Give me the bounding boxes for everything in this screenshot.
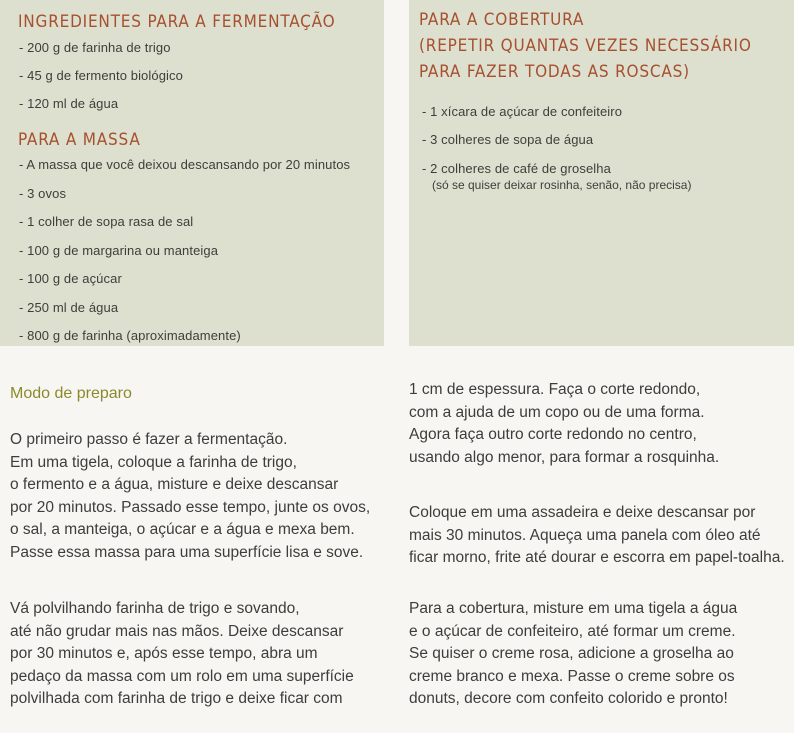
ingredients-box-left [0, 0, 384, 346]
ingredients-box-right [409, 0, 794, 346]
text-line: polvilhada com farinha de trigo e deixe ficar com [10, 690, 343, 707]
text-line: o fermento e a água, misture e deixe descansar [10, 476, 339, 493]
dough-item: - 100 g de açúcar [19, 271, 122, 286]
method-left-paragraph-2 [10, 598, 354, 711]
heading-dough: PARA A MASSA [18, 130, 141, 150]
text-line: donuts, decore com confeito colorido e pronto! [409, 690, 728, 707]
heading-topping-line-1: PARA A COBERTURA [419, 10, 585, 30]
text-line: Se quiser o creme rosa, adicione a groselha ao [409, 645, 734, 662]
topping-item: - 2 colheres de café de groselha [422, 161, 611, 176]
text-line: Agora faça outro corte redondo no centro, [409, 426, 697, 443]
text-line: Vá polvilhando farinha de trigo e sovando, [10, 600, 300, 617]
dough-item: - 250 ml de água [19, 300, 119, 315]
text-line: com a ajuda de um copo ou de uma forma. [409, 403, 705, 421]
text-line: creme branco e mexa. Passe o creme sobre os [409, 667, 735, 685]
heading-topping-line-2: (REPETIR QUANTAS VEZES NECESSÁRIO [419, 36, 752, 56]
text-line: usando algo menor, para formar a rosquinha. [409, 448, 720, 466]
method-title: Modo de preparo [10, 385, 132, 402]
fermentation-item: - 200 g de farinha de trigo [19, 40, 171, 55]
method-right-paragraph-1 [409, 379, 719, 469]
text-line: ficar morno, frite até dourar e escorra em papel-toalha. [409, 549, 785, 566]
topping-item: - 1 xícara de açúcar de confeiteiro [422, 104, 623, 119]
text-line: o sal, a manteiga, o açúcar e a água e mexa bem. [10, 521, 355, 538]
dough-item: - 3 ovos [19, 186, 67, 201]
text-line: 1 cm de espessura. Faça o corte redondo, [409, 381, 701, 398]
text-line: por 30 minutos e, após esse tempo, abra um [10, 645, 318, 662]
heading-topping-line-3: PARA FAZER TODAS AS ROSCAS) [419, 62, 690, 82]
dough-item: - 800 g de farinha (aproximadamente) [19, 328, 241, 343]
text-line: mais 30 minutos. Aqueça uma panela com óleo até [409, 526, 761, 544]
text-line: Em uma tigela, coloque a farinha de trigo, [10, 453, 297, 471]
dough-item: - 1 colher de sopa rasa de sal [19, 214, 194, 229]
text-line: e o açúcar de confeiteiro, até formar um creme. [409, 622, 736, 640]
fermentation-item: - 120 ml de água [19, 96, 119, 111]
method-left-paragraph-1 [10, 429, 370, 564]
method-right-paragraph-3 [409, 598, 737, 711]
fermentation-item: - 45 g de fermento biológico [19, 68, 183, 83]
text-line: por 20 minutos. Passado esse tempo, junte os ovos, [10, 498, 371, 516]
method-right-paragraph-2 [409, 502, 785, 570]
text-line: Para a cobertura, misture em uma tigela a água [409, 600, 738, 617]
topping-item: - 3 colheres de sopa de água [422, 132, 594, 147]
text-line: Passe essa massa para uma superfície lisa e sove. [10, 543, 364, 561]
topping-note: (só se quiser deixar rosinha, senão, não precisa) [432, 178, 692, 192]
heading-fermentation: INGREDIENTES PARA A FERMENTAÇÃO [18, 12, 336, 32]
dough-item: - 100 g de margarina ou manteiga [19, 243, 219, 258]
dough-item: - A massa que você deixou descansando por 20 minutos [19, 157, 351, 172]
text-line: O primeiro passo é fazer a fermentação. [10, 431, 288, 448]
text-line: Coloque em uma assadeira e deixe descansar por [409, 504, 756, 521]
text-line: até não grudar mais nas mãos. Deixe descansar [10, 622, 344, 640]
text-line: pedaço da massa com um rolo em uma superfície [10, 667, 354, 685]
